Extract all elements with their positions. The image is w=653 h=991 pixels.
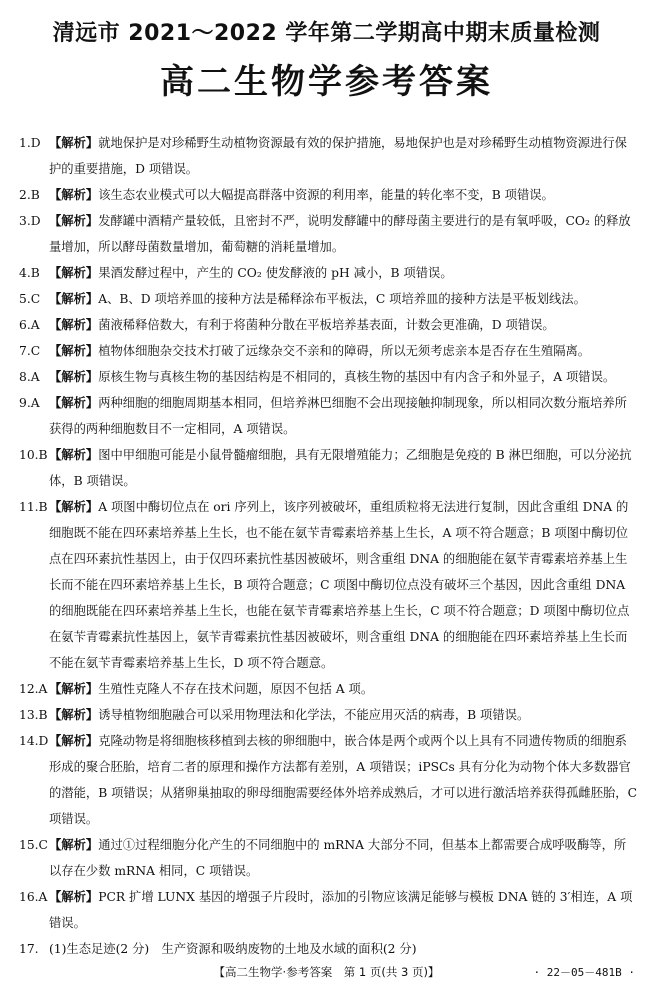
answer-number: 12.A (19, 682, 48, 696)
answer-item (19, 312, 637, 338)
footer-code: · 22－05－481B · (533, 966, 635, 979)
answer-number: 9.A (19, 396, 40, 410)
answer-number: 16.A (19, 890, 48, 904)
answer-item (19, 442, 637, 494)
answer-item (19, 364, 637, 390)
analysis-tag: 【解析】 (49, 370, 99, 384)
analysis-tag: 【解析】 (49, 292, 99, 306)
answer-number: 11.B (19, 500, 48, 514)
answer-explanation: 果酒发酵过程中，产生的 CO₂ 使发酵液的 pH 减小，B 项错误。 (98, 266, 453, 280)
answer-item-17 (19, 936, 637, 962)
answer-list (19, 130, 637, 962)
answer-explanation: A、B、D 项培养皿的接种方法是稀释涂布平板法，C 项培养皿的接种方法是平板划线法。 (98, 292, 586, 306)
answer-item (19, 286, 637, 312)
answer-explanation: 克隆动物是将细胞核移植到去核的卵细胞中，嵌合体是两个或两个以上具有不同遗传物质的细胞系形成的聚合胚胎，培育二者的原理和操作方法都有差别，A 项错误；iPSCs 具有分化为动物个体大多数器官的潜能，B 项错误；从猪卵巢抽取的卵母细胞需要经体外培养成熟后，才可以进行激活培养获得孤雌胚胎，C 项错误。 (49, 734, 638, 826)
answer-number: 17. (19, 942, 39, 956)
answer-item (19, 676, 637, 702)
analysis-tag: 【解析】 (49, 734, 99, 748)
answer-explanation: 就地保护是对珍稀野生动植物资源最有效的保护措施，易地保护也是对珍稀野生动植物资源进行保护的重要措施，D 项错误。 (49, 136, 627, 176)
answer-item (19, 182, 637, 208)
answer-number: 1.D (19, 136, 41, 150)
analysis-tag: 【解析】 (49, 344, 99, 358)
answer-explanation: 菌液稀释倍数大，有利于将菌种分散在平板培养基表面，计数会更准确，D 项错误。 (98, 318, 555, 332)
answer-explanation: 通过①过程细胞分化产生的不同细胞中的 mRNA 大部分不同，但基本上都需要合成呼吸酶等，所以存在少数 mRNA 相同，C 项错误。 (49, 838, 627, 878)
analysis-tag: 【解析】 (49, 266, 99, 280)
analysis-tag: 【解析】 (49, 682, 99, 696)
answer-number: 2.B (19, 188, 40, 202)
analysis-tag: 【解析】 (49, 188, 99, 202)
answer-item (19, 390, 637, 442)
analysis-tag: 【解析】 (49, 136, 99, 150)
answer-explanation: 该生态农业模式可以大幅提高群落中资源的利用率，能量的转化率不变，B 项错误。 (98, 188, 554, 202)
answer-explanation: (1)生态足迹(2 分) 生产资源和吸纳废物的土地及水域的面积(2 分) (49, 942, 417, 956)
answer-item (19, 728, 637, 832)
answer-number: 14.D (19, 734, 49, 748)
answer-item (19, 130, 637, 182)
analysis-tag: 【解析】 (49, 396, 99, 410)
answer-number: 6.A (19, 318, 40, 332)
answer-item (19, 260, 637, 286)
answer-number: 4.B (19, 266, 40, 280)
answer-number: 5.C (19, 292, 41, 306)
answer-number: 13.B (19, 708, 48, 722)
answer-explanation: 诱导植物细胞融合可以采用物理法和化学法，不能应用灭活的病毒，B 项错误。 (98, 708, 530, 722)
answer-explanation: 发酵罐中酒精产量较低，且密封不严，说明发酵罐中的酵母菌主要进行的是有氧呼吸，CO₂ 的释放量增加，所以酵母菌数量增加，葡萄糖的消耗量增加。 (49, 214, 631, 254)
answer-number: 8.A (19, 370, 40, 384)
analysis-tag: 【解析】 (49, 448, 99, 462)
page-footer (0, 964, 653, 984)
answer-number: 7.C (19, 344, 41, 358)
answer-item (19, 884, 637, 936)
answer-item (19, 832, 637, 884)
footer-page-info: 【高二生物学·参考答案 第 1 页(共 3 页)】 (213, 965, 440, 979)
answer-explanation: 两种细胞的细胞周期基本相同，但培养淋巴细胞不会出现接触抑制现象，所以相同次数分瓶培养所获得的两种细胞数目不一定相同，A 项错误。 (49, 396, 627, 436)
answer-number: 3.D (19, 214, 41, 228)
analysis-tag: 【解析】 (49, 500, 99, 514)
analysis-tag: 【解析】 (49, 318, 99, 332)
answer-explanation: 植物体细胞杂交技术打破了远缘杂交不亲和的障碍，所以无须考虑亲本是否存在生殖隔离。 (98, 344, 591, 358)
analysis-tag: 【解析】 (49, 890, 99, 904)
answer-explanation: 生殖性克隆人不存在技术问题，原因不包括 A 项。 (98, 682, 374, 696)
document-subtitle: 高二生物学参考答案 (160, 62, 493, 102)
answer-explanation: 原核生物与真核生物的基因结构是不相同的，真核生物的基因中有内含子和外显子，A 项错误。 (98, 370, 616, 384)
answer-number: 15.C (19, 838, 48, 852)
answer-item (19, 494, 637, 676)
answer-explanation: A 项图中酶切位点在 ori 序列上，该序列被破坏，重组质粒将无法进行复制，因此含重组 DNA 的细胞既不能在四环素培养基上生长，也不能在氨苄青霉素培养基上生长，A 项不符合题意；B 项图中酶切位点在四环素抗性基因上，由于仅四环素抗性基因被破坏，则含重组 DNA 的细胞能在氨苄青霉素培养基上生长而不能在四环素培养基上生长，B 项符合题意；C 项图中酶切位点没有破坏三个基因，因此含重组 DNA 的细胞既能在四环素培养基上生长，也能在氨苄青霉素培养基上生长，C 项不符合题意；D 项图中酶切位点在氨苄青霉素抗性基因上，氨苄青霉素抗性基因被破坏，则含重组 DNA 的细胞能在四环素培养基上生长而不能在氨苄青霉素培养基上生长，D 项不符合题意。 (49, 500, 630, 670)
document-title: 清远市 2021～2022 学年第二学期高中期末质量检测 (52, 21, 601, 46)
answer-item (19, 208, 637, 260)
answer-explanation: PCR 扩增 LUNX 基因的增强子片段时，添加的引物应该满足能够与模板 DNA 链的 3′相连，A 项错误。 (49, 890, 633, 930)
answer-item (19, 702, 637, 728)
analysis-tag: 【解析】 (49, 214, 99, 228)
answer-explanation: 图中甲细胞可能是小鼠骨髓瘤细胞，具有无限增殖能力；乙细胞是免疫的 B 淋巴细胞，可以分泌抗体，B 项错误。 (49, 448, 632, 488)
answer-number: 10.B (19, 448, 48, 462)
analysis-tag: 【解析】 (49, 838, 99, 852)
answer-item (19, 338, 637, 364)
analysis-tag: 【解析】 (49, 708, 99, 722)
